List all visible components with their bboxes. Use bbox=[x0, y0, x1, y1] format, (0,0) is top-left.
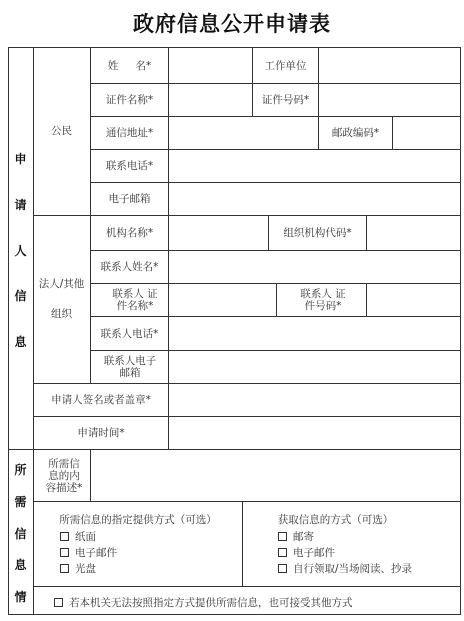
contact-name-label: 联系人姓名* bbox=[100, 261, 159, 273]
applicant-info-heading bbox=[8, 150, 33, 350]
option-label: 电子邮件 bbox=[75, 547, 117, 559]
needed-heading-char: 情 bbox=[14, 590, 27, 604]
org-name-label: 机构名称* bbox=[105, 227, 154, 239]
work-unit-label: 工作单位 bbox=[264, 59, 307, 72]
contact-email-field[interactable] bbox=[169, 351, 460, 383]
needed-heading-char: 所 bbox=[14, 463, 27, 477]
info-description-label: 所需信息的内容描述* bbox=[45, 458, 83, 494]
needed-info-heading bbox=[8, 461, 33, 605]
contact-id-type-label: 联系人 证件名称* bbox=[112, 288, 158, 312]
needed-heading-char: 信 bbox=[14, 526, 27, 541]
phone-field[interactable] bbox=[169, 150, 460, 182]
work-unit-field[interactable] bbox=[319, 48, 460, 83]
contact-name-field[interactable] bbox=[169, 251, 460, 283]
checkbox-icon[interactable] bbox=[60, 564, 69, 573]
provide-option-paper[interactable] bbox=[60, 529, 96, 544]
obtain-option-email[interactable] bbox=[278, 545, 335, 560]
name-field[interactable] bbox=[169, 48, 252, 83]
option-label: 纸面 bbox=[75, 531, 96, 543]
id-type-label: 证件名称* bbox=[105, 94, 154, 106]
checkbox-icon[interactable] bbox=[278, 564, 287, 573]
obtain-option-mail[interactable] bbox=[278, 529, 314, 544]
apply-time-label: 申请时间* bbox=[77, 427, 125, 439]
option-label: 自行领取/当场阅读、抄录 bbox=[293, 563, 413, 575]
applicant-heading-char: 请 bbox=[14, 197, 27, 212]
checkbox-icon[interactable] bbox=[60, 532, 69, 541]
checkbox-icon[interactable] bbox=[278, 548, 287, 557]
accept-other-method-option[interactable] bbox=[54, 595, 353, 610]
provide-option-email[interactable] bbox=[60, 545, 117, 560]
option-label: 电子邮件 bbox=[293, 547, 335, 559]
signature-label: 申请人签名或者盖章* bbox=[51, 394, 151, 406]
email-label: 电子邮箱 bbox=[108, 193, 151, 205]
applicant-heading-char: 息 bbox=[14, 335, 27, 349]
option-label: 光盘 bbox=[75, 563, 96, 575]
organization-label-line: 组织 bbox=[51, 308, 72, 320]
signature-field[interactable] bbox=[169, 384, 460, 416]
info-description-field[interactable] bbox=[91, 450, 460, 501]
applicant-heading-char: 申 bbox=[14, 152, 27, 166]
page-title: 政府信息公开申请表 bbox=[133, 11, 331, 36]
id-number-field[interactable] bbox=[319, 84, 460, 116]
option-label: 邮寄 bbox=[293, 531, 314, 543]
email-field[interactable] bbox=[169, 183, 460, 215]
postcode-label: 邮政编码* bbox=[331, 127, 380, 139]
id-type-field[interactable] bbox=[169, 84, 252, 116]
checkbox-icon[interactable] bbox=[60, 548, 69, 557]
contact-phone-field[interactable] bbox=[169, 317, 460, 350]
phone-label: 联系电话* bbox=[105, 160, 154, 172]
contact-id-number-label: 联系人 证件号码* bbox=[300, 288, 346, 312]
obtain-option-pickup[interactable] bbox=[278, 561, 412, 576]
apply-time-field[interactable] bbox=[169, 417, 460, 449]
contact-id-type-field[interactable] bbox=[169, 284, 276, 316]
needed-heading-char: 息 bbox=[14, 558, 27, 573]
contact-email-label: 联系人电子 邮箱 bbox=[103, 355, 157, 379]
organization-label-line: 法人/其他 bbox=[38, 278, 85, 290]
postcode-field[interactable] bbox=[393, 117, 460, 149]
address-label: 通信地址* bbox=[105, 127, 154, 139]
contact-phone-label: 联系人电话* bbox=[100, 327, 159, 340]
org-code-field[interactable] bbox=[367, 216, 460, 250]
organization-group-label bbox=[33, 215, 90, 383]
name-label: 姓 名* bbox=[107, 59, 152, 72]
contact-id-number-field[interactable] bbox=[367, 284, 460, 316]
address-field[interactable] bbox=[169, 117, 318, 149]
id-number-label: 证件号码* bbox=[261, 94, 310, 106]
checkbox-icon[interactable] bbox=[54, 598, 63, 607]
citizen-group-label: 公民 bbox=[51, 125, 72, 137]
applicant-heading-char: 人 bbox=[14, 243, 27, 258]
org-name-field[interactable] bbox=[169, 216, 268, 250]
org-code-label: 组织机构代码* bbox=[283, 227, 352, 239]
provide-option-disc[interactable] bbox=[60, 561, 96, 576]
provide-method-heading: 所需信息的指定提供方式（可选） bbox=[59, 514, 217, 526]
obtain-method-heading: 获取信息的方式（可选） bbox=[277, 514, 394, 526]
option-label: 若本机关无法按照指定方式提供所需信息，也可接受其他方式 bbox=[69, 597, 353, 609]
checkbox-icon[interactable] bbox=[278, 532, 287, 541]
needed-heading-char: 需 bbox=[14, 494, 27, 509]
applicant-heading-char: 信 bbox=[14, 289, 27, 304]
